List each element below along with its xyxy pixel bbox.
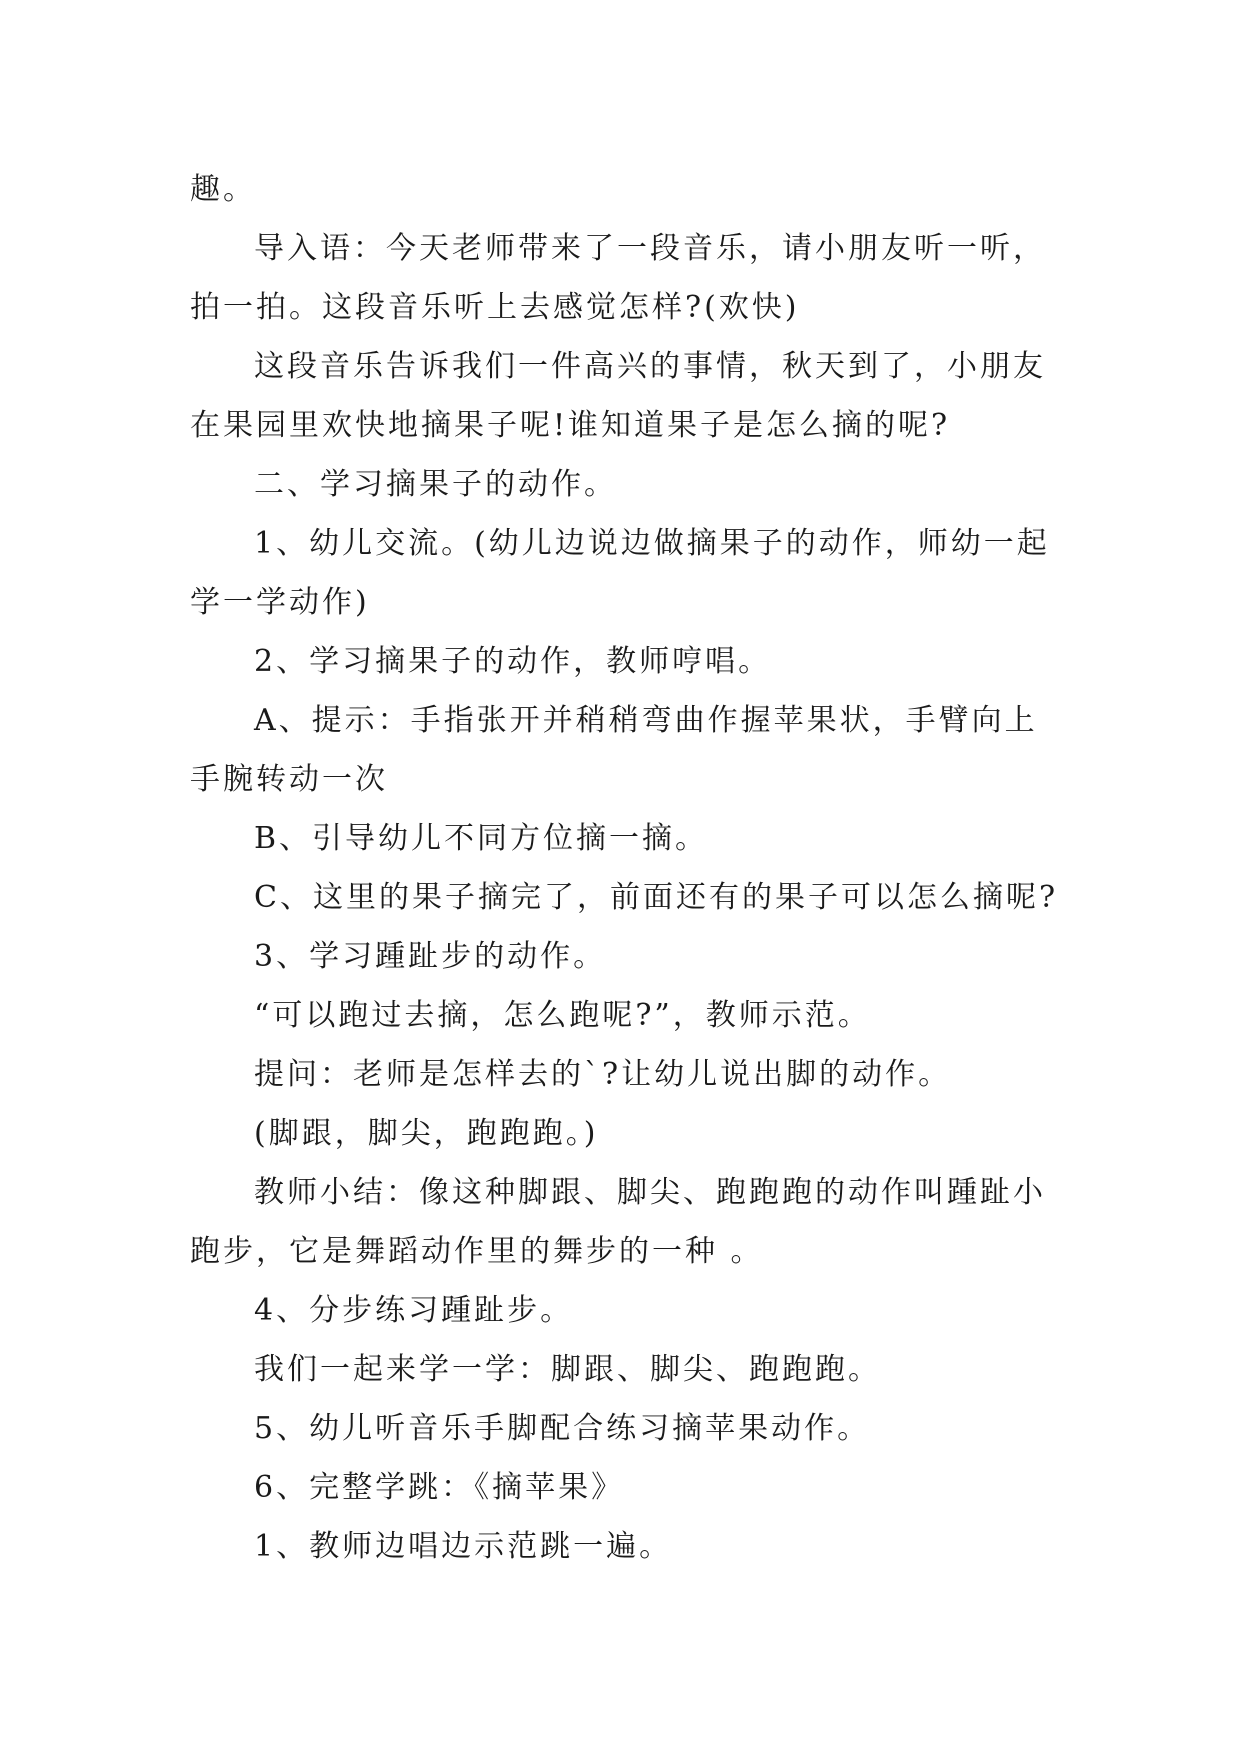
document-page (190, 160, 1070, 1576)
text-line: “可以跑过去摘，怎么跑呢?”，教师示范。 (254, 998, 871, 1033)
text-line: 1、幼儿交流。(幼儿边说边做摘果子的动作，师幼一起 (254, 526, 1050, 561)
text-line: 这段音乐告诉我们一件高兴的事情，秋天到了，小朋友 (254, 349, 1046, 384)
text-line: 6、完整学跳：《摘苹果》 (254, 1470, 625, 1505)
text-line: 3、学习踵趾步的动作。 (254, 939, 607, 974)
text-line: (脚跟，脚尖，跑跑跑。) (254, 1116, 599, 1151)
text-line: 学一学动作) (190, 585, 370, 620)
text-line: 5、幼儿听音乐手脚配合练习摘苹果动作。 (254, 1411, 871, 1446)
text-line: 4、分步练习踵趾步。 (254, 1293, 574, 1328)
text-line: 跑步，它是舞蹈动作里的舞步的一种 。 (190, 1234, 764, 1269)
text-line: C、这里的果子摘完了，前面还有的果子可以怎么摘呢? (254, 880, 1059, 915)
text-line: 我们一起来学一学：脚跟、脚尖、跑跑跑。 (254, 1352, 881, 1387)
text-line: 二、学习摘果子的动作。 (254, 467, 617, 502)
text-line: 手腕转动一次 (190, 762, 388, 797)
text-line: 教师小结：像这种脚跟、脚尖、跑跑跑的动作叫踵趾小 (254, 1175, 1046, 1210)
text-line: 提问：老师是怎样去的`?让幼儿说出脚的动作。 (254, 1057, 952, 1092)
text-line: 导入语：今天老师带来了一段音乐，请小朋友听一听， (254, 231, 1046, 266)
text-line: B、引导幼儿不同方位摘一摘。 (254, 821, 709, 856)
text-line: 趣。 (190, 172, 256, 207)
text-line: 2、学习摘果子的动作，教师哼唱。 (254, 644, 772, 679)
text-line: 在果园里欢快地摘果子呢!谁知道果子是怎么摘的呢? (190, 408, 951, 443)
text-line: 1、教师边唱边示范跳一遍。 (254, 1529, 673, 1564)
text-line: 拍一拍。这段音乐听上去感觉怎样?(欢快) (190, 290, 800, 325)
text-line: A、提示：手指张开并稍稍弯曲作握苹果状，手臂向上 (254, 703, 1038, 738)
